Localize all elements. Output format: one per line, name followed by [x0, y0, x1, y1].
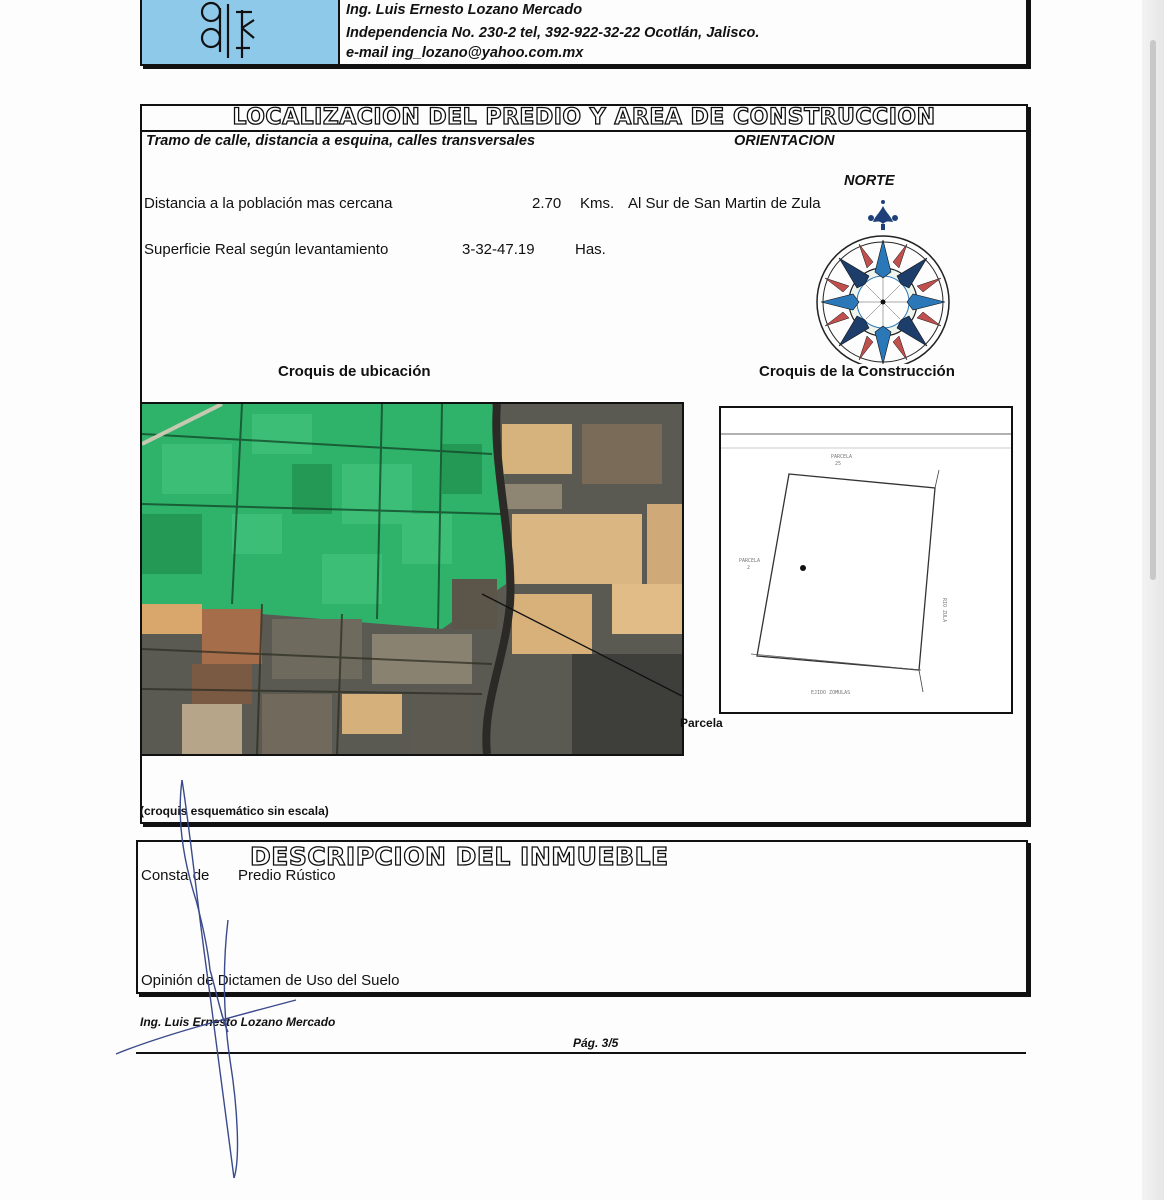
croquis-ubicacion-label: Croquis de ubicación	[278, 363, 431, 380]
compass-rose-icon	[810, 198, 956, 364]
consta-label: Consta de	[141, 867, 210, 884]
localizacion-section	[140, 104, 1028, 824]
superficie-label: Superficie Real según levantamiento	[144, 241, 389, 258]
svg-text:PARCELA: PARCELA	[739, 558, 761, 564]
descripcion-title: DESCRIPCION DEL INMUEBLE	[250, 842, 669, 871]
superficie-value: 3-32-47.19	[462, 241, 535, 258]
croquis-note: (croquis esquemático sin escala)	[140, 804, 329, 818]
svg-text:RIO ZULA: RIO ZULA	[941, 598, 947, 623]
satellite-image	[140, 402, 684, 756]
distancia-label: Distancia a la población mas cercana	[144, 195, 393, 212]
opinion-label: Opinión de Dictamen de Uso del Suelo	[141, 972, 400, 989]
svg-text:EJIDO ZOMULAS: EJIDO ZOMULAS	[811, 690, 851, 696]
svg-text:PARCELA: PARCELA	[831, 454, 853, 460]
letterhead	[140, 0, 1028, 66]
distancia-desc: Al Sur de San Martin de Zula	[628, 195, 821, 212]
distancia-value: 2.70	[532, 195, 562, 212]
handwritten-signature	[110, 770, 310, 1190]
company-logo	[142, 0, 340, 64]
signature-name: Ing. Luis Ernesto Lozano Mercado	[140, 1015, 336, 1029]
header-email: e-mail ing_lozano@yahoo.com.mx	[346, 45, 584, 61]
parcela-label: Parcela	[680, 716, 723, 730]
distancia-unit: Kms.	[580, 195, 615, 212]
page-number: Pág. 3/5	[573, 1036, 619, 1050]
consta-value: Predio Rústico	[238, 867, 336, 884]
header-address: Independencia No. 230-2 tel, 392-922-32-22 Ocotlán, Jalisco.	[346, 25, 760, 41]
header-name: Ing. Luis Ernesto Lozano Mercado	[346, 2, 583, 18]
croquis-construccion-label: Croquis de la Construcción	[759, 363, 955, 380]
construction-sketch	[719, 406, 1013, 714]
svg-text:25: 25	[835, 461, 842, 467]
svg-text:2: 2	[747, 565, 751, 571]
superficie-unit: Has.	[575, 241, 606, 258]
tramo-label: Tramo de calle, distancia a esquina, calles transversales	[146, 133, 536, 149]
norte-label: NORTE	[844, 173, 895, 189]
localizacion-title: LOCALIZACION DEL PREDIO Y AREA DE CONSTRUCCION	[142, 106, 1026, 132]
orientacion-label: ORIENTACION	[734, 133, 835, 149]
scrollbar[interactable]	[1150, 40, 1156, 580]
